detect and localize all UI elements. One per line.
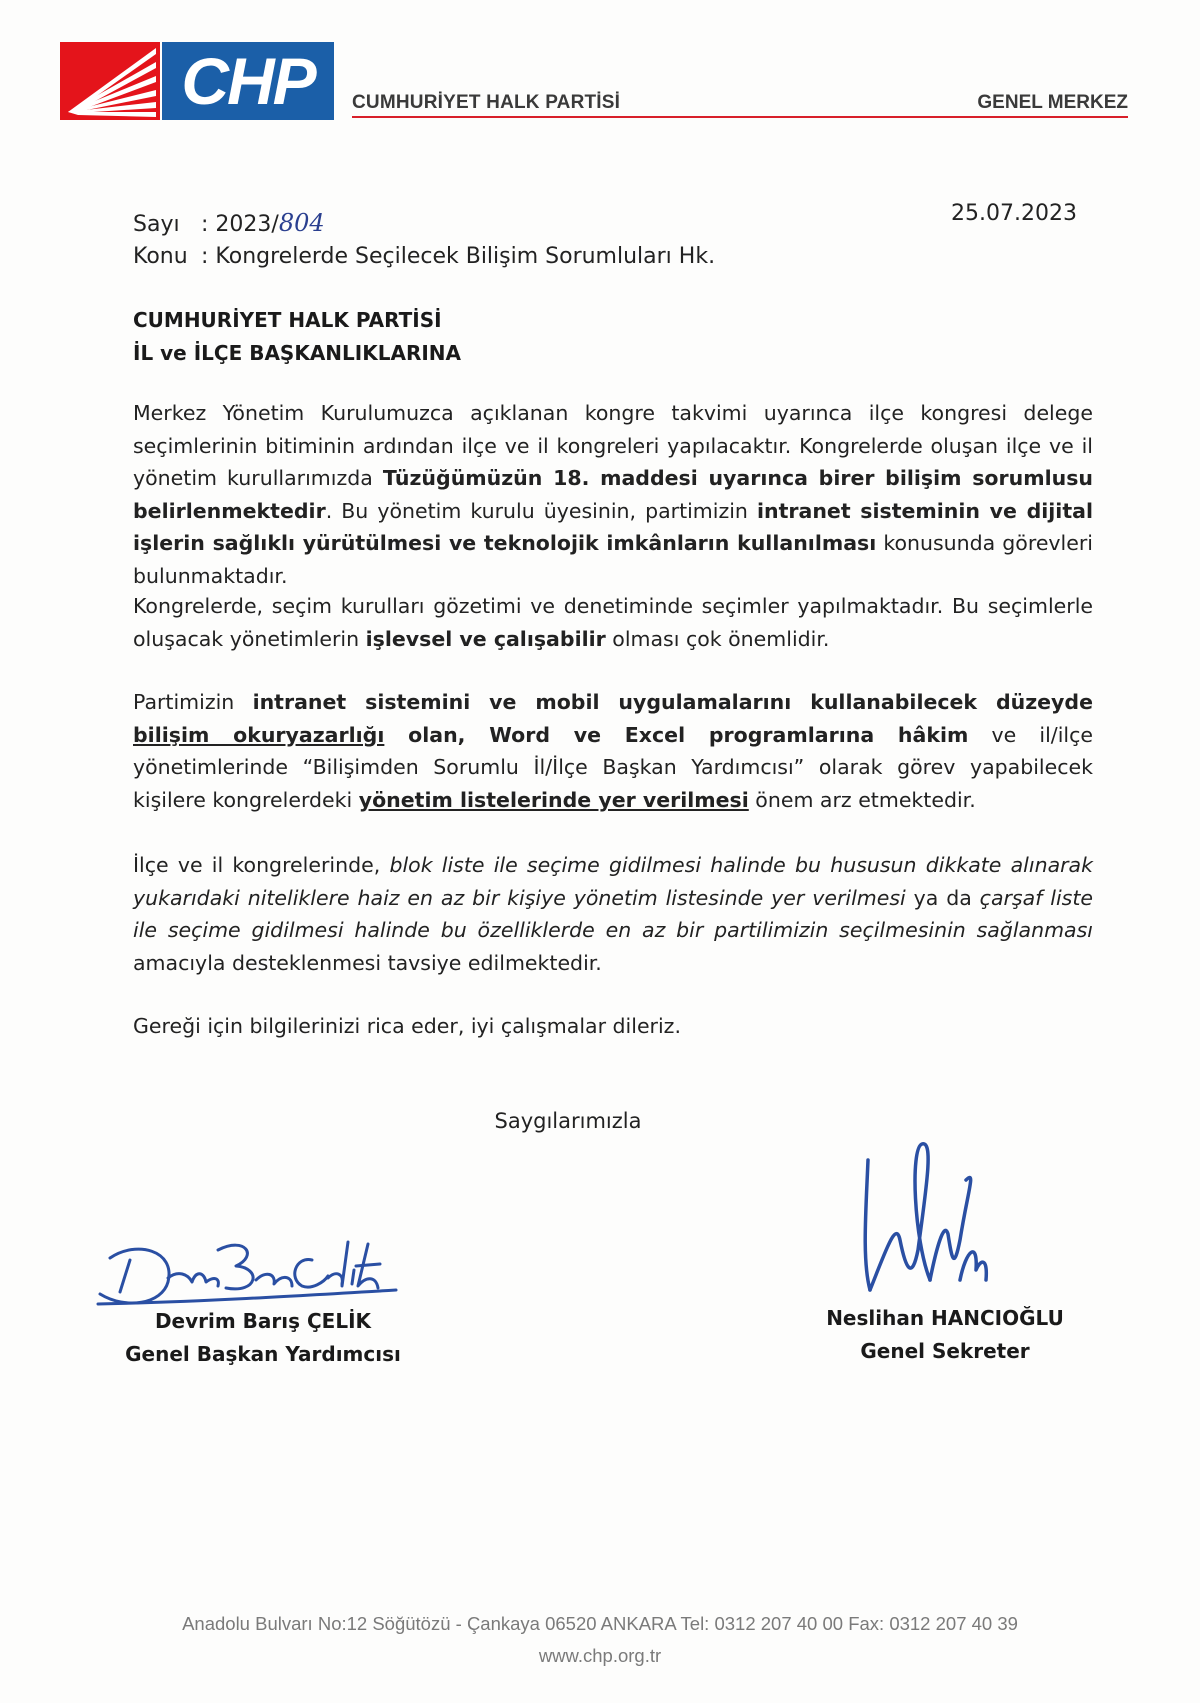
body-paragraph-2 bbox=[133, 590, 1093, 655]
footer-website[interactable]: www.chp.org.tr bbox=[538, 1645, 662, 1666]
text-run: çarşaf liste ile seçime gidilmesi halinde bu özelliklerde en az bir partilimizin seçilmesinin sağlanması bbox=[133, 885, 1093, 943]
org-unit: GENEL MERKEZ bbox=[977, 92, 1128, 113]
text-run: işlevsel ve çalışabilir bbox=[365, 626, 606, 651]
text-run: önem arz etmektedir. bbox=[748, 787, 976, 812]
body-paragraph-5 bbox=[133, 1010, 1093, 1043]
recipient-line-1: CUMHURİYET HALK PARTİSİ bbox=[133, 308, 442, 332]
body-paragraph-3 bbox=[133, 686, 1093, 816]
reference-number-row bbox=[133, 206, 715, 240]
text-run: ya da bbox=[905, 885, 980, 910]
text-run: Partimizin bbox=[133, 690, 253, 714]
text-run: konusunda görevleri bulunmaktadır. bbox=[133, 531, 1093, 588]
letter-meta bbox=[133, 206, 715, 274]
signatory-right bbox=[810, 1302, 1080, 1368]
text-run: intranet sisteminin ve dijital işlerin sağlıklı yürütülmesi ve teknolojik imkânların kullanılması bbox=[133, 498, 1093, 556]
text-run: blok liste ile seçime gidilmesi halinde bu hususun dikkate alınarak yukarıdaki niteliklere haiz en az bir kişiye yönetim listesinde yer verilmesi bbox=[133, 853, 1093, 910]
six-arrows-icon bbox=[60, 42, 160, 120]
reference-number-label: Sayı bbox=[133, 212, 180, 237]
text-run: Tüzüğümüzün 18. maddesi uyarınca birer bilişim sorumlusu belirlenmektedir bbox=[133, 466, 1093, 523]
text-run: bilişim okuryazarlığı bbox=[133, 722, 385, 747]
text-run: olan, Word ve Excel programlarına hâkim bbox=[384, 722, 969, 747]
text-run: intranet sistemini ve mobil uygulamalarını kullanabilecek düzeyde bbox=[252, 690, 1094, 714]
chp-wordmark bbox=[162, 42, 334, 120]
letter-date: 25.07.2023 bbox=[951, 201, 1077, 226]
closing-text: Saygılarımızla bbox=[494, 1109, 642, 1133]
signature-right bbox=[856, 1130, 1026, 1320]
signatory-right-name: Neslihan HANCIOĞLU bbox=[826, 1306, 1064, 1330]
subject-label: Konu bbox=[133, 244, 188, 269]
text-run: Gereği için bilgilerinizi rica eder, iyi çalışmalar dileriz. bbox=[133, 1014, 681, 1038]
subject-row bbox=[133, 240, 715, 274]
body-paragraph-1 bbox=[133, 397, 1093, 593]
signatory-right-title: Genel Sekreter bbox=[860, 1339, 1030, 1363]
letterhead bbox=[0, 0, 1200, 130]
footer-address: Anadolu Bulvarı No:12 Söğütözü - Çankaya 06520 ANKARA Tel: 0312 207 40 00 Fax: 0312 207 40 39 bbox=[182, 1613, 1018, 1634]
text-run: . Bu yönetim kurulu üyesinin, partimizin bbox=[325, 498, 757, 523]
header-divider bbox=[352, 116, 1128, 118]
six-arrows-logo bbox=[60, 42, 160, 120]
reference-number-prefix: : 2023/ bbox=[201, 212, 279, 237]
subject-value: : Kongrelerde Seçilecek Bilişim Sorumluları Hk. bbox=[201, 244, 716, 269]
text-run: ve il/ilçe yönetimlerinde “Bilişimden Sorumlu İl/İlçe Başkan Yardımcısı” olarak görev yapabilecek kişilere kongrelerdeki bbox=[133, 722, 1093, 812]
body-paragraph-4 bbox=[133, 849, 1093, 979]
recipient-block bbox=[133, 304, 461, 370]
text-run: amacıyla desteklenmesi tavsiye edilmektedir. bbox=[133, 950, 602, 975]
org-name: CUMHURİYET HALK PARTİSİ bbox=[352, 92, 621, 113]
text-run: yönetim listelerinde yer verilmesi bbox=[358, 787, 749, 812]
signatory-left-name: Devrim Barış ÇELİK bbox=[154, 1309, 372, 1333]
recipient-line-2: İL ve İLÇE BAŞKANLIKLARINA bbox=[133, 341, 462, 365]
reference-number-handwritten: 804 bbox=[278, 209, 325, 237]
text-run: İlçe ve il kongrelerinde, bbox=[133, 853, 390, 877]
letter-footer bbox=[0, 1608, 1200, 1672]
text-run: Kongrelerde, seçim kurulları gözetimi ve denetiminde seçimler yapılmaktadır. Bu seçimlerle oluşacak yönetimlerin bbox=[133, 594, 1093, 651]
signatory-left-title: Genel Başkan Yardımcısı bbox=[125, 1342, 401, 1366]
logo-text: CHP bbox=[181, 44, 315, 118]
text-run: olması çok önemlidir. bbox=[605, 626, 830, 651]
signatory-left bbox=[108, 1305, 418, 1371]
text-run: Merkez Yönetim Kurulumuzca açıklanan kongre takvimi uyarınca ilçe kongresi delege seçimlerinin bitiminin ardından ilçe ve il kongreleri yapılacaktır. Kongrelerde oluşan ilçe ve il yönetim kurullarımızda bbox=[133, 401, 1093, 491]
